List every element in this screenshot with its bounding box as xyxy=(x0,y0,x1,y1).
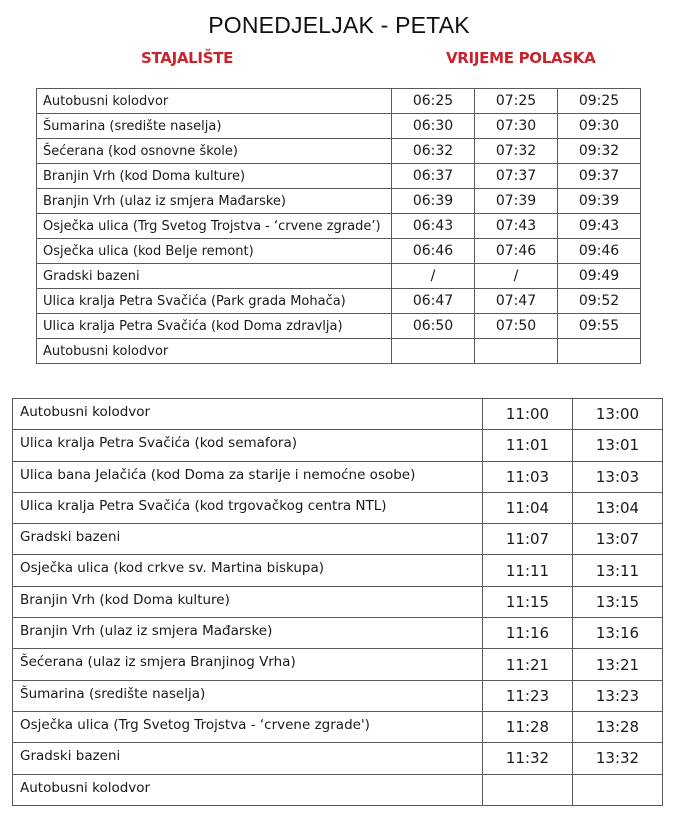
departure-time-cell: 06:43 xyxy=(392,214,475,239)
table-row xyxy=(37,339,641,364)
departure-time-cell: 06:25 xyxy=(392,89,475,114)
departure-time-cell: 13:00 xyxy=(573,399,663,430)
departure-time-cell: 11:07 xyxy=(483,524,573,555)
departure-time-cell: 07:30 xyxy=(475,114,558,139)
table-row xyxy=(13,774,663,805)
table-row xyxy=(13,743,663,774)
departure-time-cell: 07:46 xyxy=(475,239,558,264)
departure-time-header: VRIJEME POLASKA xyxy=(446,49,596,67)
departure-time-cell: 13:15 xyxy=(573,586,663,617)
departure-time-cell: 06:39 xyxy=(392,189,475,214)
departure-time-cell: 09:49 xyxy=(558,264,641,289)
departure-time-cell: 13:11 xyxy=(573,555,663,586)
departure-time-cell: 07:50 xyxy=(475,314,558,339)
table-row xyxy=(13,555,663,586)
departure-time-cell: 13:32 xyxy=(573,743,663,774)
departure-time-cell: 13:23 xyxy=(573,680,663,711)
departure-time-cell: 07:37 xyxy=(475,164,558,189)
stop-name-cell: Gradski bazeni xyxy=(13,524,483,555)
departure-time-cell: 09:43 xyxy=(558,214,641,239)
departure-time-cell: 11:32 xyxy=(483,743,573,774)
departure-time-cell: 09:55 xyxy=(558,314,641,339)
departure-time-cell xyxy=(475,339,558,364)
table-row xyxy=(13,461,663,492)
departure-time-cell: 11:16 xyxy=(483,618,573,649)
departure-time-cell: 13:21 xyxy=(573,649,663,680)
table-row xyxy=(13,524,663,555)
departure-time-cell: 11:15 xyxy=(483,586,573,617)
stop-name-cell: Šumarina (središte naselja) xyxy=(13,680,483,711)
stop-name-cell: Gradski bazeni xyxy=(13,743,483,774)
table-row xyxy=(37,289,641,314)
stop-name-cell: Ulica kralja Petra Svačića (kod semafora) xyxy=(13,430,483,461)
table-row xyxy=(37,164,641,189)
departure-time-cell: 09:46 xyxy=(558,239,641,264)
stop-name-cell: Osječka ulica (kod crkve sv. Martina biskupa) xyxy=(13,555,483,586)
departure-time-cell: 09:25 xyxy=(558,89,641,114)
departure-time-cell: 06:46 xyxy=(392,239,475,264)
table-row xyxy=(37,214,641,239)
stop-name-cell: Branjin Vrh (kod Doma kulture) xyxy=(37,164,392,189)
departure-time-cell: 06:30 xyxy=(392,114,475,139)
departure-time-cell: 11:00 xyxy=(483,399,573,430)
departure-time-cell: 13:03 xyxy=(573,461,663,492)
table-row xyxy=(13,711,663,742)
departure-time-cell: 06:37 xyxy=(392,164,475,189)
departure-time-cell: 07:43 xyxy=(475,214,558,239)
stop-name-cell: Osječka ulica (Trg Svetog Trojstva - ‘crvene zgrade’) xyxy=(37,214,392,239)
departure-time-cell: 11:28 xyxy=(483,711,573,742)
departure-time-cell: 11:23 xyxy=(483,680,573,711)
departure-time-cell: / xyxy=(475,264,558,289)
departure-time-cell: 09:37 xyxy=(558,164,641,189)
table-row xyxy=(13,618,663,649)
departure-time-cell: 13:07 xyxy=(573,524,663,555)
table-row xyxy=(13,680,663,711)
departure-time-cell xyxy=(392,339,475,364)
departure-time-cell: 09:30 xyxy=(558,114,641,139)
departure-time-cell: 11:11 xyxy=(483,555,573,586)
departure-time-cell: 09:39 xyxy=(558,189,641,214)
stop-name-cell: Osječka ulica (Trg Svetog Trojstva - ‘crvene zgrade') xyxy=(13,711,483,742)
departure-time-cell: / xyxy=(392,264,475,289)
table-row xyxy=(37,139,641,164)
stop-column-header: STAJALIŠTE xyxy=(141,49,234,67)
departure-time-cell: 06:32 xyxy=(392,139,475,164)
table-row xyxy=(13,492,663,523)
stop-name-cell: Branjin Vrh (ulaz iz smjera Mađarske) xyxy=(37,189,392,214)
departure-time-cell: 07:39 xyxy=(475,189,558,214)
departure-time-cell: 07:25 xyxy=(475,89,558,114)
table-row xyxy=(37,189,641,214)
stop-name-cell: Osječka ulica (kod Belje remont) xyxy=(37,239,392,264)
stop-name-cell: Autobusni kolodvor xyxy=(37,339,392,364)
stop-name-cell: Autobusni kolodvor xyxy=(13,774,483,805)
departure-time-cell: 09:32 xyxy=(558,139,641,164)
stop-name-cell: Autobusni kolodvor xyxy=(13,399,483,430)
departure-time-cell xyxy=(483,774,573,805)
departure-time-cell: 11:21 xyxy=(483,649,573,680)
departure-time-cell: 07:32 xyxy=(475,139,558,164)
departure-time-cell: 13:16 xyxy=(573,618,663,649)
departure-time-cell: 13:28 xyxy=(573,711,663,742)
table-row xyxy=(37,314,641,339)
table-row xyxy=(13,430,663,461)
midday-timetable xyxy=(12,398,663,806)
stop-name-cell: Šećerana (kod osnovne škole) xyxy=(37,139,392,164)
table-row xyxy=(37,264,641,289)
table-row xyxy=(13,649,663,680)
table-row xyxy=(13,586,663,617)
stop-name-cell: Šumarina (središte naselja) xyxy=(37,114,392,139)
departure-time-cell xyxy=(558,339,641,364)
departure-time-cell: 13:01 xyxy=(573,430,663,461)
departure-time-cell: 09:52 xyxy=(558,289,641,314)
table-row xyxy=(37,89,641,114)
departure-time-cell: 11:03 xyxy=(483,461,573,492)
page-title: PONEDJELJAK - PETAK xyxy=(208,12,470,38)
table-row xyxy=(13,399,663,430)
table-row xyxy=(37,114,641,139)
table-row xyxy=(37,239,641,264)
stop-name-cell: Ulica kralja Petra Svačića (kod Doma zdravlja) xyxy=(37,314,392,339)
stop-name-cell: Gradski bazeni xyxy=(37,264,392,289)
departure-time-cell: 06:50 xyxy=(392,314,475,339)
stop-name-cell: Branjin Vrh (kod Doma kulture) xyxy=(13,586,483,617)
departure-time-cell: 13:04 xyxy=(573,492,663,523)
morning-timetable xyxy=(36,88,641,364)
stop-name-cell: Ulica kralja Petra Svačića (kod trgovačkog centra NTL) xyxy=(13,492,483,523)
stop-name-cell: Ulica kralja Petra Svačića (Park grada Mohača) xyxy=(37,289,392,314)
departure-time-cell: 11:01 xyxy=(483,430,573,461)
stop-name-cell: Ulica bana Jelačića (kod Doma za starije i nemoćne osobe) xyxy=(13,461,483,492)
departure-time-cell: 07:47 xyxy=(475,289,558,314)
stop-name-cell: Autobusni kolodvor xyxy=(37,89,392,114)
stop-name-cell: Šećerana (ulaz iz smjera Branjinog Vrha) xyxy=(13,649,483,680)
departure-time-cell: 06:47 xyxy=(392,289,475,314)
departure-time-cell xyxy=(573,774,663,805)
stop-name-cell: Branjin Vrh (ulaz iz smjera Mađarske) xyxy=(13,618,483,649)
departure-time-cell: 11:04 xyxy=(483,492,573,523)
